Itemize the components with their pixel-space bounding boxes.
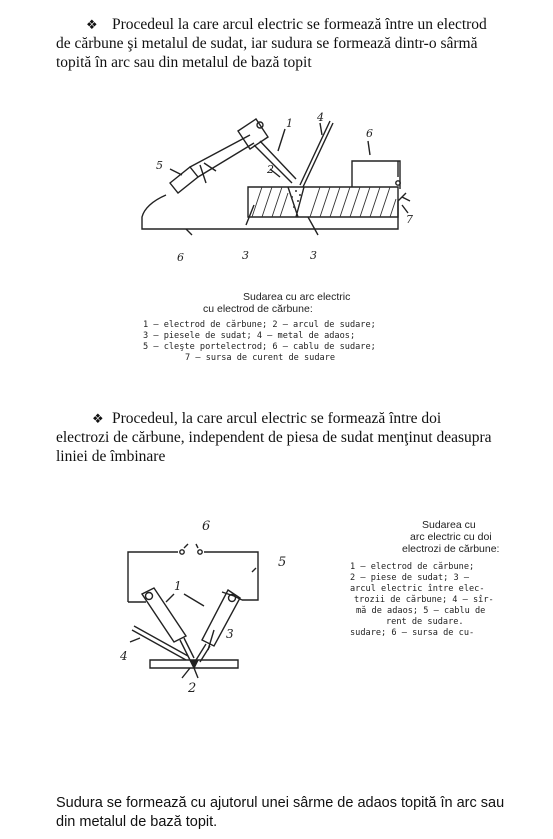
figure2-caption-line-1: Sudarea cu <box>422 519 476 531</box>
fig1-label-3b: 3 <box>310 249 317 262</box>
fig1-label-5: 5 <box>156 159 163 172</box>
fig2-label-3: 3 <box>226 627 234 641</box>
bullet-icon: ❖ <box>86 17 98 32</box>
para2-line-1: Procedeul, la care arcul electric se formează între doi <box>112 410 442 427</box>
figure2-legend-line-4: trozii de cărbune; 4 — sîr- <box>354 595 494 605</box>
figure2-caption-line-2: arc electric cu doi <box>410 531 492 543</box>
para2-line-3: liniei de îmbinare <box>56 448 166 465</box>
para1-line-1: Procedeul la care arcul electric se formează între un electrod <box>112 16 487 33</box>
figure2-legend-line-6: rent de sudare. <box>386 617 464 627</box>
para1-line-2: de cărbune şi metalul de sudat, iar sudura se formează dintr-o sârmă <box>56 35 478 52</box>
fig2-label-5: 5 <box>278 555 287 570</box>
fig1-label-3a: 3 <box>242 249 249 262</box>
figure1-legend-line-4: 7 — sursa de curent de sudare <box>185 353 336 363</box>
fig1-label-6a: 6 <box>177 251 184 264</box>
figure1-caption-line-2: cu electrod de cărbune: <box>203 303 313 315</box>
figure-carbon-electrode-welding <box>130 105 430 275</box>
figure1-legend-line-2: 3 — piesele de sudat; 4 — metal de adaos; <box>143 331 356 341</box>
figure2-legend-line-3: arcul electric între elec- <box>350 584 485 594</box>
fig1-label-6b: 6 <box>366 127 373 140</box>
figure2-legend-line-7: sudare; 6 — sursa de cu- <box>350 628 475 638</box>
figure-twin-carbon-electrode-welding <box>112 510 302 700</box>
fig1-label-1: 1 <box>286 117 293 130</box>
fig2-label-1: 1 <box>174 579 182 593</box>
fig2-label-2: 2 <box>188 681 197 696</box>
fig2-label-4: 4 <box>120 649 128 663</box>
figure2-legend-line-2: 2 — piese de sudat; 3 — <box>350 573 469 583</box>
figure2-legend-line-5: mă de adaos; 5 — cablu de <box>356 606 486 616</box>
bullet-icon: ❖ <box>92 411 104 426</box>
paragraph-twin-carbon-electrodes-process <box>56 409 532 466</box>
figure2-legend-line-1: 1 — electrod de cărbune; <box>350 562 475 572</box>
fig1-label-4: 4 <box>317 111 324 124</box>
figure1-legend-line-1: 1 — electrod de cărbune; 2 — arcul de sudare; <box>143 320 376 330</box>
para2-line-2: electrozi de cărbune, independent de piesa de sudat menţinut deasupra <box>56 429 492 446</box>
fig2-label-6: 6 <box>202 519 211 534</box>
para1-line-3: topită în arc sau din metalul de bază topit <box>56 54 312 71</box>
figure1-legend-line-3: 5 — cleşte portelectrod; 6 — cablu de sudare; <box>143 342 376 352</box>
paragraph-weld-formation <box>56 794 532 832</box>
para3-line-2: din metalul de bază topit. <box>56 814 218 830</box>
fig1-label-7: 7 <box>406 213 413 226</box>
paragraph-carbon-electrode-process <box>56 15 532 72</box>
figure2-caption-line-3: electrozi de cărbune: <box>402 543 500 555</box>
figure1-caption-line-1: Sudarea cu arc electric <box>243 291 351 303</box>
fig1-label-2: 2 <box>267 163 274 176</box>
para3-line-1: Sudura se formează cu ajutorul unei sârme de adaos topită în arc sau <box>56 795 505 811</box>
